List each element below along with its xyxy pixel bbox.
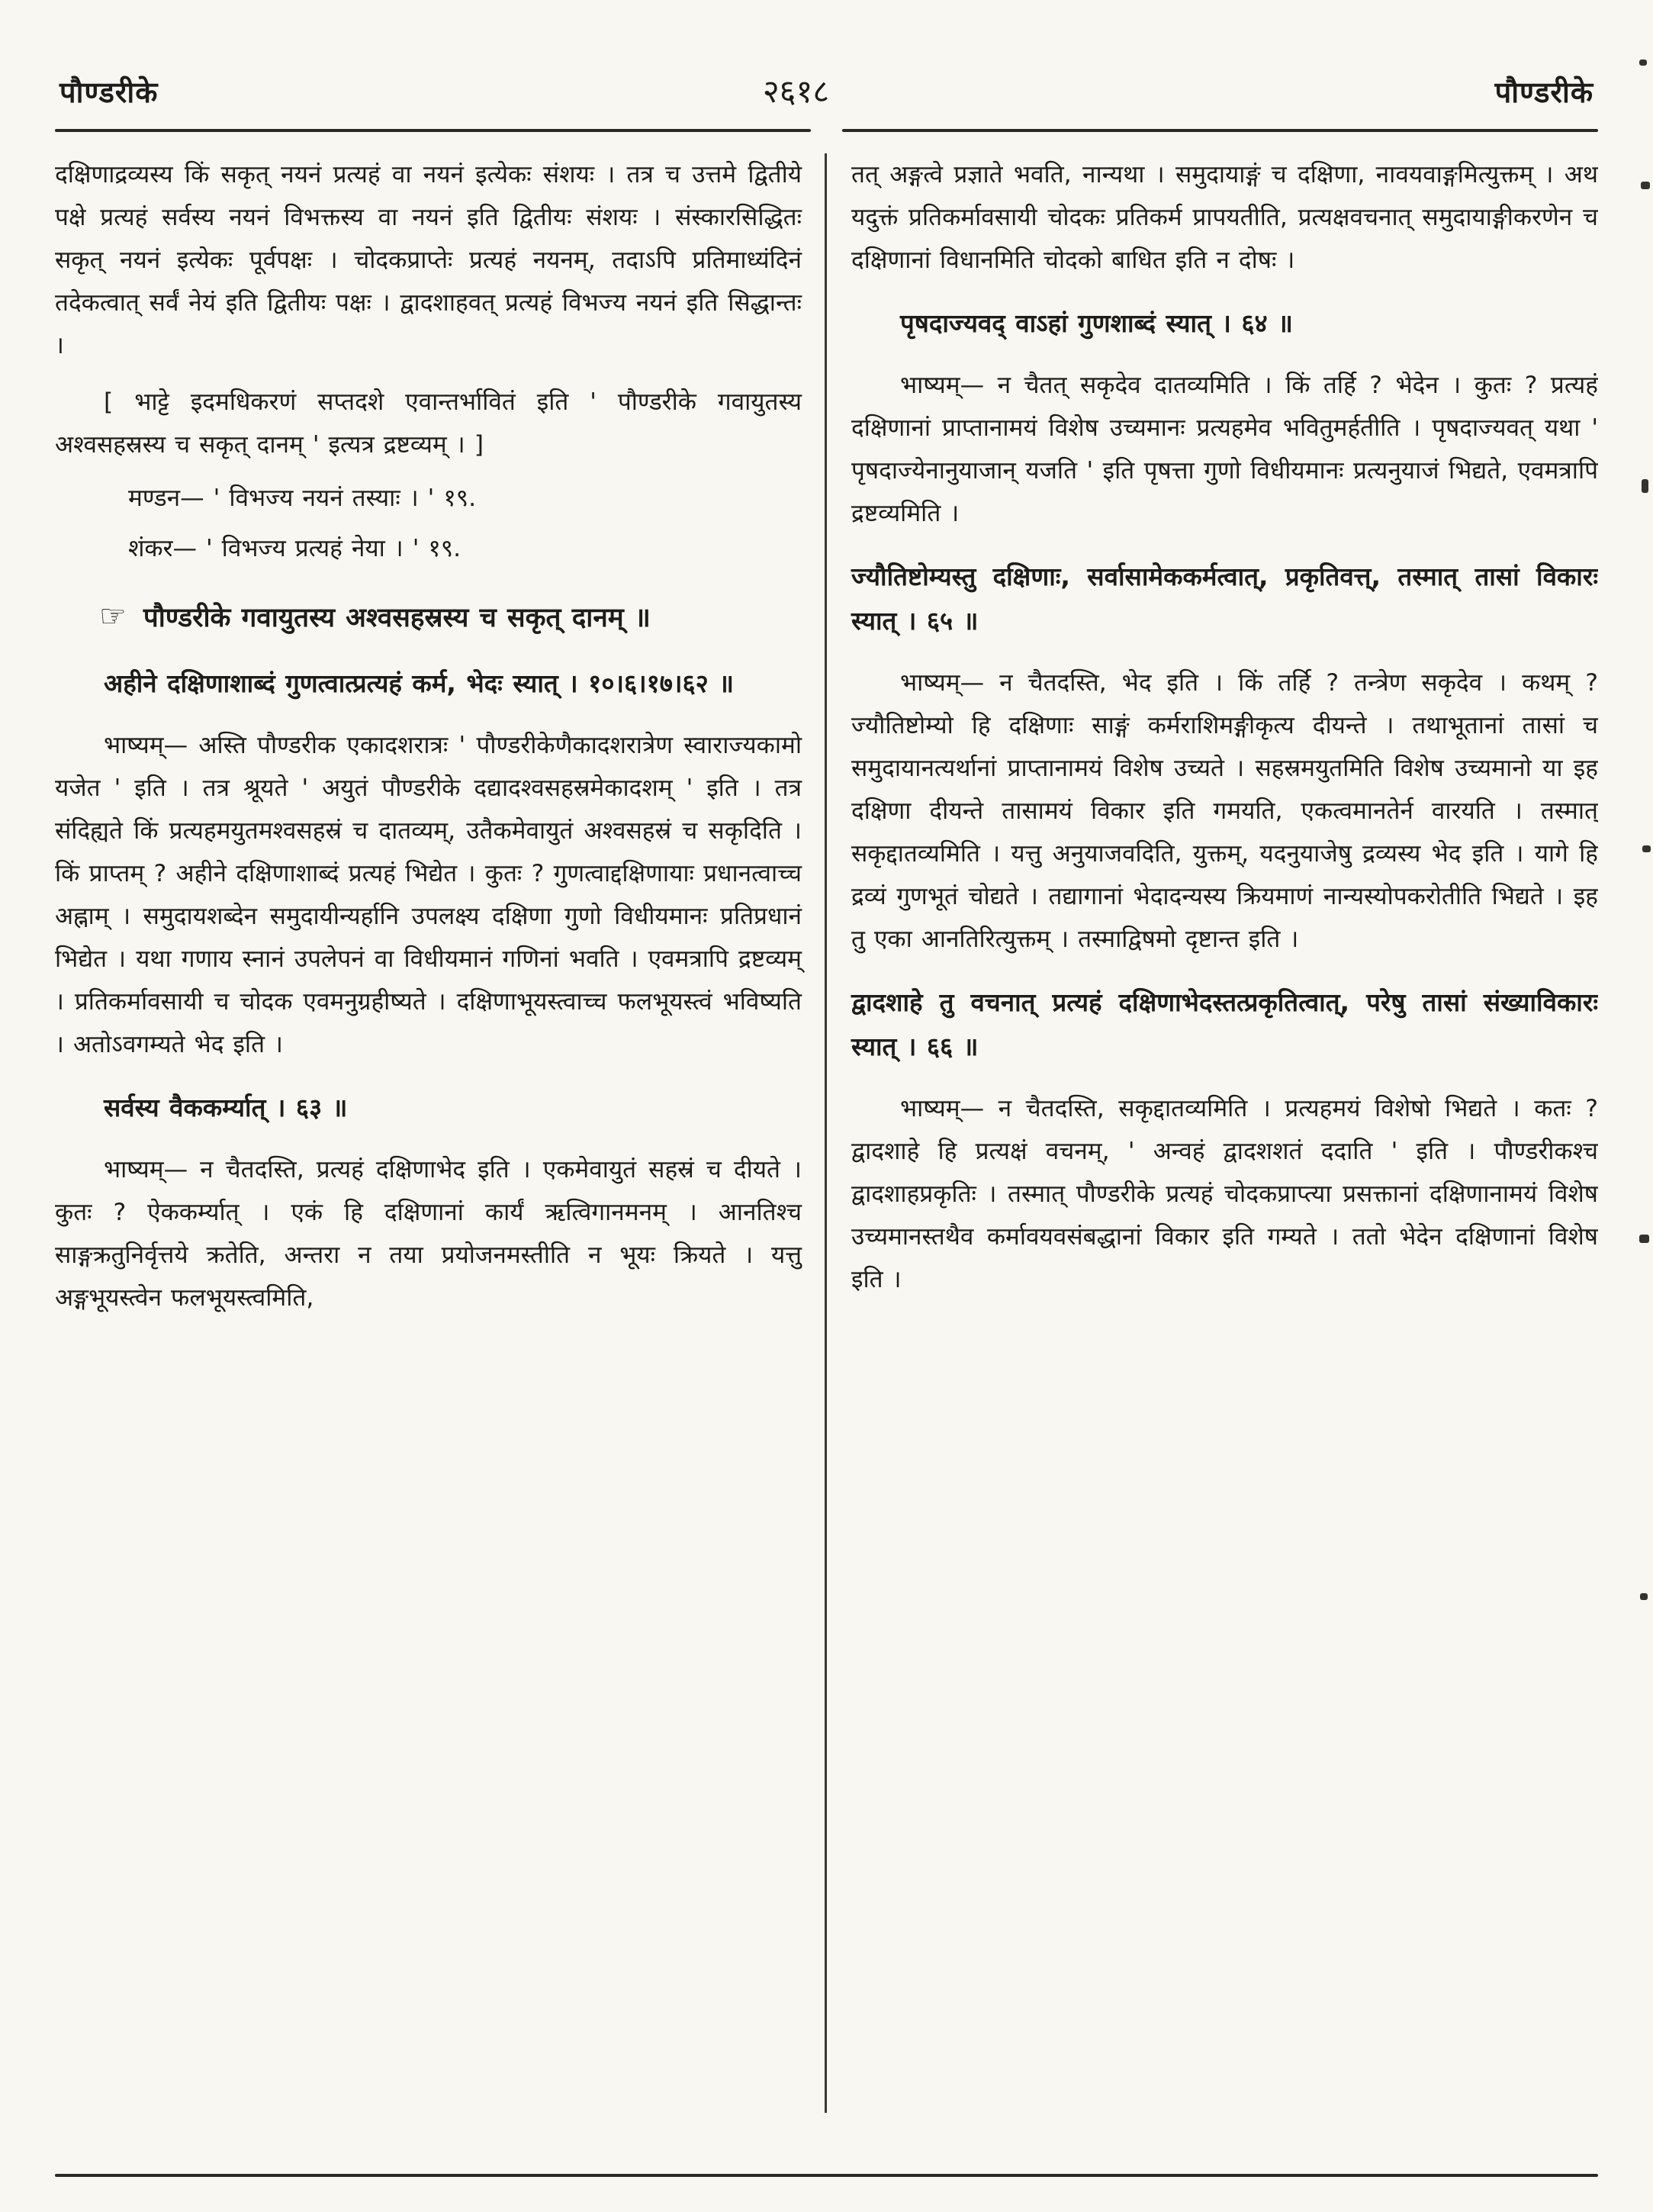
- adhikarana-heading-text: पौण्डरीके गवायुतस्य अश्वसहस्रस्य च सकृत् दानम् ॥: [143, 603, 651, 633]
- mandana-citation: मण्डन— ' विभज्य नयनं तस्याः । ' १९.: [128, 485, 477, 512]
- header-rule-right-segment: [842, 129, 1598, 132]
- bhashya-on-sutra-64: भाष्यम्— न चैतत् सकृदेव दातव्यमिति । किं तर्हि ? भेदेन । कुतः ? प्रत्यहं दक्षिणानां प्राप्तानामयं विशेष उच्यमानः प्रत्यहमेव भवितुमर्हतीति । पृषदाज्यवत् यथा ' पृषदाज्येनानुयाजान् यजति ' इति पृषत्ता गुणो विधीयमानः प्रत्यनुयाजं भिद्यते, एवमत्रापि द्रष्टव्यमिति ।: [851, 372, 1598, 527]
- paragraph-continuation: दक्षिणाद्रव्यस्य किं सकृत् नयनं प्रत्यहं वा नयनं इत्येकः संशयः । तत्र च उत्तमे द्वितीये पक्षे प्रत्यहं सर्वस्य नयनं विभक्तस्य वा नयनं इति द्वितीयः संशयः । संस्कारसिद्धितः सकृत् नयनं इत्येकः पूर्वपक्षः । चोदकप्राप्तेः प्रत्यहं नयनम्, तदाऽपि प्रतिमाध्यंदिनं तदेकत्वात् सर्वं नेयं इति द्वितीयः पक्षः । द्वादशाहवत् प्रत्यहं विभज्य नयनं इति सिद्धान्तः ।: [55, 161, 802, 359]
- bhashya-on-sutra-66: भाष्यम्— न चैतदस्ति, सकृद्दातव्यमिति । प्रत्यहमयं विशेषो भिद्यते । कतः ? द्वादशाहे हि प्रत्यक्षं वचनम्, ' अन्वहं द्वादशशतं ददाति ' इति । पौण्डरीकश्च द्वादशाहप्रकृतिः । तस्मात् पौण्डरीके प्रत्यहं चोदकप्राप्त्या प्रसक्तानां दक्षिणानामयं विशेष उच्यमानस्तथैव कर्मावयवसंबद्धानां विकार इति गम्यते । ततो भेदेन दक्षिणानां विशेष इति ।: [851, 1095, 1598, 1293]
- scan-artifact: [1641, 182, 1650, 189]
- paragraph-continuation: तत् अङ्गत्वे प्रज्ञाते भवति, नान्यथा । समुदायाङ्गं च दक्षिणा, नावयवाङ्गमित्युक्तम् । अथ यदुक्तं प्रतिकर्मावसायी चोदकः प्रतिकर्म प्रापयतीति, प्रत्यक्षवचनात् समुदायाङ्गीकरणेन च दक्षिणानां विधानमिति चोदको बाधित इति न दोषः ।: [851, 161, 1598, 274]
- running-title-left: पौण्डरीके: [59, 76, 159, 109]
- sutra-64: पृषदाज्यवद् वाऽहां गुणशाब्दं स्यात् । ६४ ॥: [900, 308, 1293, 338]
- left-column: [55, 153, 825, 2113]
- header-rule: [55, 129, 1598, 132]
- bhashya-on-sutra-63: भाष्यम्— न चैतदस्ति, प्रत्यहं दक्षिणाभेद इति । एकमेवायुतं सहस्रं च दीयते । कुतः ? ऐककर्म्यात् । एकं हि दक्षिणानां कार्यं ऋत्विगानमनम् । आनतिश्च साङ्गक्रतुनिर्वृत्तये क्रतेति, अन्तरा न तया प्रयोजनमस्तीति न भूयः क्रियते । यत्तु अङ्गभूयस्त्वेन फलभूयस्त्वमिति,: [55, 1156, 802, 1312]
- shankara-citation: शंकर— ' विभज्य प्रत्यहं नेया । ' १९.: [128, 535, 461, 562]
- bhashya-on-sutra-65: भाष्यम्— न चैतदस्ति, भेद इति । किं तर्हि ? तन्त्रेण सकृदेव । कथम् ? ज्यौतिष्टोम्यो हि दक्षिणाः साङ्गं कर्मराशिमङ्गीकृत्य दीयन्ते । तथाभूतानां तासां च समुदायानत्यर्थानां प्राप्तानामयं विशेष उच्यते । सहस्रमयुतमिति विशेष उच्यमानो या इह दक्षिणा दीयन्ते तासामयं विकार इति गमयति, एकत्वमानतेर्न वारयति । तस्मात् सकृद्दातव्यमिति । यत्तु अनुयाजवदिति, युक्तम्, यदनुयाजेषु द्रव्यस्य भेद इति । यागे हि द्रव्यं गुणभूतं चोद्यते । तद्यागानां भेदादन्यस्य क्रियमाणं नान्यस्योपकरोतीति भिद्यते । इह तु एका आनतिरित्युक्तम् । तस्माद्विषमो दृष्टान्त इति ।: [851, 669, 1598, 953]
- sutra-63: सर्वस्य वैककर्म्यात् । ६३ ॥: [104, 1093, 348, 1122]
- running-title-right: पौण्डरीके: [1494, 76, 1594, 109]
- sutra-65: ज्यौतिष्टोम्यस्तु दक्षिणाः, सर्वासामेककर्मत्वात्, प्रकृतिवत्त्, तस्मात् तासां विकारः स्यात् । ६५ ॥: [851, 562, 1598, 636]
- text-columns: [55, 153, 1598, 2113]
- pointer-ornament-icon: ☞: [99, 599, 127, 634]
- page-header: [55, 69, 1598, 112]
- bhashya-on-sutra-62: भाष्यम्— अस्ति पौण्डरीक एकादशरात्रः ' पौण्डरीकेणैकादशरात्रेण स्वाराज्यकामो यजेत ' इति । तत्र श्रूयते ' अयुतं पौण्डरीके दद्यादश्वसहस्रमेकादशम् ' इति । तत्र संदिह्यते किं प्रत्यहमयुतमश्वसहस्रं च दातव्यम्, उतैकमेवायुतं अश्वसहस्रं च सकृदिति । किं प्राप्तम् ? अहीने दक्षिणाशाब्दं प्रत्यहं भिद्येत । कुतः ? गुणत्वाद्दक्षिणायाः प्रधानत्वाच्च अह्नाम् । समुदायशब्देन समुदायीन्यर्हानि उपलक्ष्य दक्षिणा गुणो विधीयमानः प्रतिप्रधानं भिद्येत । यथा गणाय स्नानं उपलेपनं वा विधीयमानं गणिनां भवति । एवमत्रापि द्रष्टव्यम् । प्रतिकर्मावसायी च चोदक एवमनुग्रहीष्यते । दक्षिणाभूयस्त्वाच्च फलभूयस्त्वं भविष्यति । अतोऽवगम्यते भेद इति ।: [55, 732, 802, 1058]
- adhikarana-heading: [55, 593, 802, 642]
- right-column: [827, 153, 1598, 2113]
- sutra-62: अहीने दक्षिणाशाब्दं गुणत्वात्प्रत्यहं कर्म, भेदः स्यात् । १०।६।१७।६२ ॥: [104, 668, 735, 698]
- scan-artifact: [1640, 1593, 1648, 1600]
- editorial-bracket-note: [ भाट्टे इदमधिकरणं सप्तदशे एवान्तर्भावितं इति ' पौण्डरीके गवायुतस्य अश्वसहस्रस्य च सकृत् दानम् ' इत्यत्र द्रष्टव्यम् । ]: [55, 388, 802, 459]
- scan-artifact: [1639, 60, 1647, 66]
- scan-artifact: [1639, 1235, 1649, 1243]
- page-number: २६१८: [762, 72, 830, 110]
- sutra-66: द्वादशाहे तु वचनात् प्रत्यहं दक्षिणाभेदस्तत्प्रकृतित्वात्, परेषु तासां संख्याविकारः स्यात् । ६६ ॥: [851, 987, 1598, 1061]
- scan-artifact: [1642, 845, 1651, 852]
- scan-artifact: [1642, 479, 1648, 493]
- header-rule-left-segment: [55, 129, 811, 132]
- footer-rule: [55, 2174, 1598, 2177]
